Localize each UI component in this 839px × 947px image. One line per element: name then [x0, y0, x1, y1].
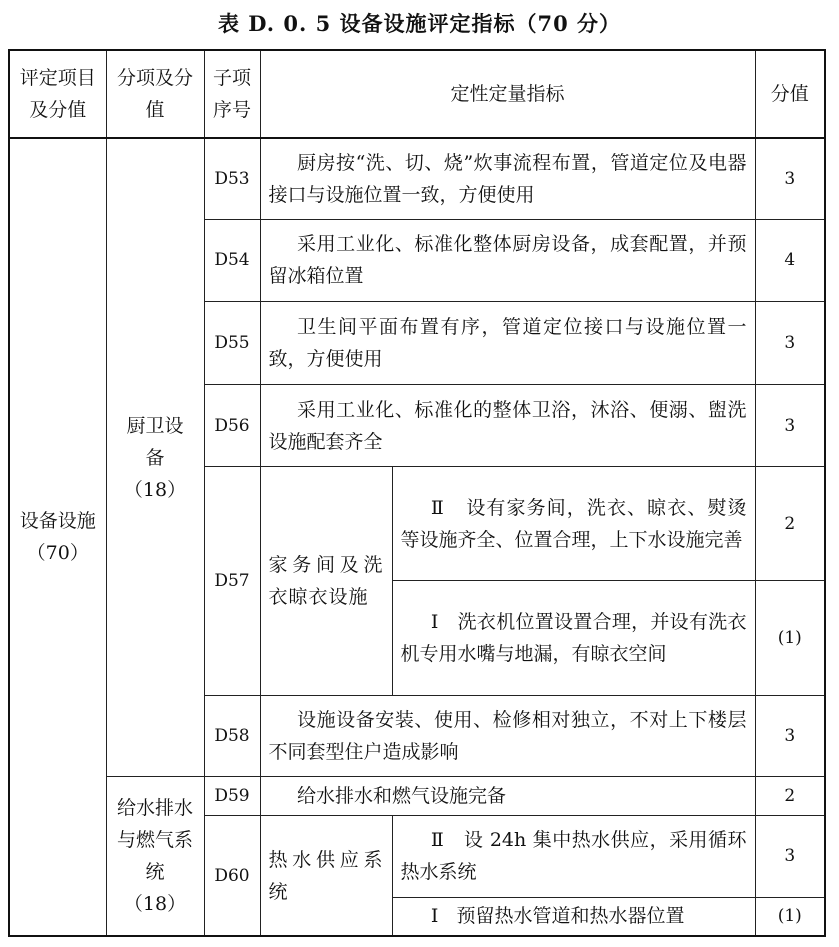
header-indicator: 定性定量指标 [260, 50, 755, 138]
header-code: 子项序号 [204, 50, 260, 138]
score-d56: 3 [755, 385, 825, 467]
indicator-d58-text: 设施设备安装、使用、检修相对独立，不对上下楼层不同套型住户造成影响 [268, 708, 747, 763]
main-item-name: 设备设施 [19, 509, 96, 532]
group-kitchen-cell [106, 138, 204, 777]
score-d57-level2: 2 [755, 466, 825, 580]
code-d54: D54 [204, 219, 260, 301]
header-score: 分值 [755, 50, 825, 138]
group-water-name: 给水排水与燃气系统 [116, 797, 193, 884]
code-d56: D56 [204, 385, 260, 467]
indicator-d60-level2 [392, 816, 755, 898]
indicator-d55 [260, 301, 755, 385]
level2-mark-d60: Ⅱ [430, 829, 445, 852]
header-item: 评定项目及分值 [9, 50, 106, 138]
header-row [9, 50, 825, 138]
label-d60: 热水供应系统 [260, 816, 392, 937]
header-subitem: 分项及分值 [106, 50, 204, 138]
indicator-d55-text: 卫生间平面布置有序，管道定位接口与设施位置一致，方便使用 [268, 315, 747, 370]
indicator-d57-level1 [392, 581, 755, 695]
indicator-d53-text: 厨房按“洗、切、烧”炊事流程布置，管道定位及电器接口与设施位置一致，方便使用 [268, 151, 747, 206]
score-d57-level1: (1) [755, 581, 825, 695]
level2-text-d60: 设 24h 集中热水供应，采用循环热水系统 [400, 829, 747, 884]
table-row-d59 [9, 777, 825, 816]
indicator-d59 [260, 777, 755, 816]
level1-mark-d60: Ⅰ [430, 905, 439, 928]
table-row-d53 [9, 138, 825, 220]
score-d55: 3 [755, 301, 825, 385]
indicator-d57-level2 [392, 466, 755, 580]
code-d57: D57 [204, 466, 260, 695]
main-item-points: （70） [26, 541, 89, 564]
label-d57: 家务间及洗衣晾衣设施 [260, 466, 392, 695]
group-water-cell [106, 777, 204, 936]
indicator-d54-text: 采用工业化、标准化整体厨房设备，成套配置，并预留冰箱位置 [268, 233, 747, 288]
indicator-d53 [260, 138, 755, 220]
code-d55: D55 [204, 301, 260, 385]
score-d54: 4 [755, 219, 825, 301]
indicator-d59-text: 给水排水和燃气设施完备 [297, 785, 507, 808]
code-d59: D59 [204, 777, 260, 816]
score-d60-level2: 3 [755, 816, 825, 898]
code-d60: D60 [204, 816, 260, 937]
level1-mark-d57: Ⅰ [430, 610, 439, 633]
code-d58: D58 [204, 695, 260, 777]
code-d53: D53 [204, 138, 260, 220]
group-kitchen-name: 厨卫设备 [126, 414, 184, 469]
level1-text-d57: 洗衣机位置设置合理，并设有洗衣机专用水嘴与地漏，有晾衣空间 [400, 610, 747, 665]
indicator-d54 [260, 219, 755, 301]
score-d58: 3 [755, 695, 825, 777]
score-d53: 3 [755, 138, 825, 220]
indicator-d56 [260, 385, 755, 467]
group-water-points: （18） [123, 893, 187, 916]
main-item-cell [9, 138, 106, 936]
indicator-d56-text: 采用工业化、标准化的整体卫浴，沐浴、便溺、盥洗设施配套齐全 [268, 398, 747, 453]
group-kitchen-points: （18） [123, 478, 187, 501]
table-title: 表 D. 0. 5 设备设施评定指标（70 分） [217, 11, 622, 36]
indicator-d58 [260, 695, 755, 777]
evaluation-table [8, 49, 826, 937]
score-d60-level1: (1) [755, 897, 825, 936]
level2-text-d57: 设有家务间，洗衣、晾衣、熨烫等设施齐全、位置合理，上下水设施完善 [400, 496, 747, 551]
level2-mark-d57: Ⅱ [430, 496, 445, 519]
level1-text-d60: 预留热水管道和热水器位置 [456, 905, 685, 928]
indicator-d60-level1 [392, 897, 755, 936]
score-d59: 2 [755, 777, 825, 816]
